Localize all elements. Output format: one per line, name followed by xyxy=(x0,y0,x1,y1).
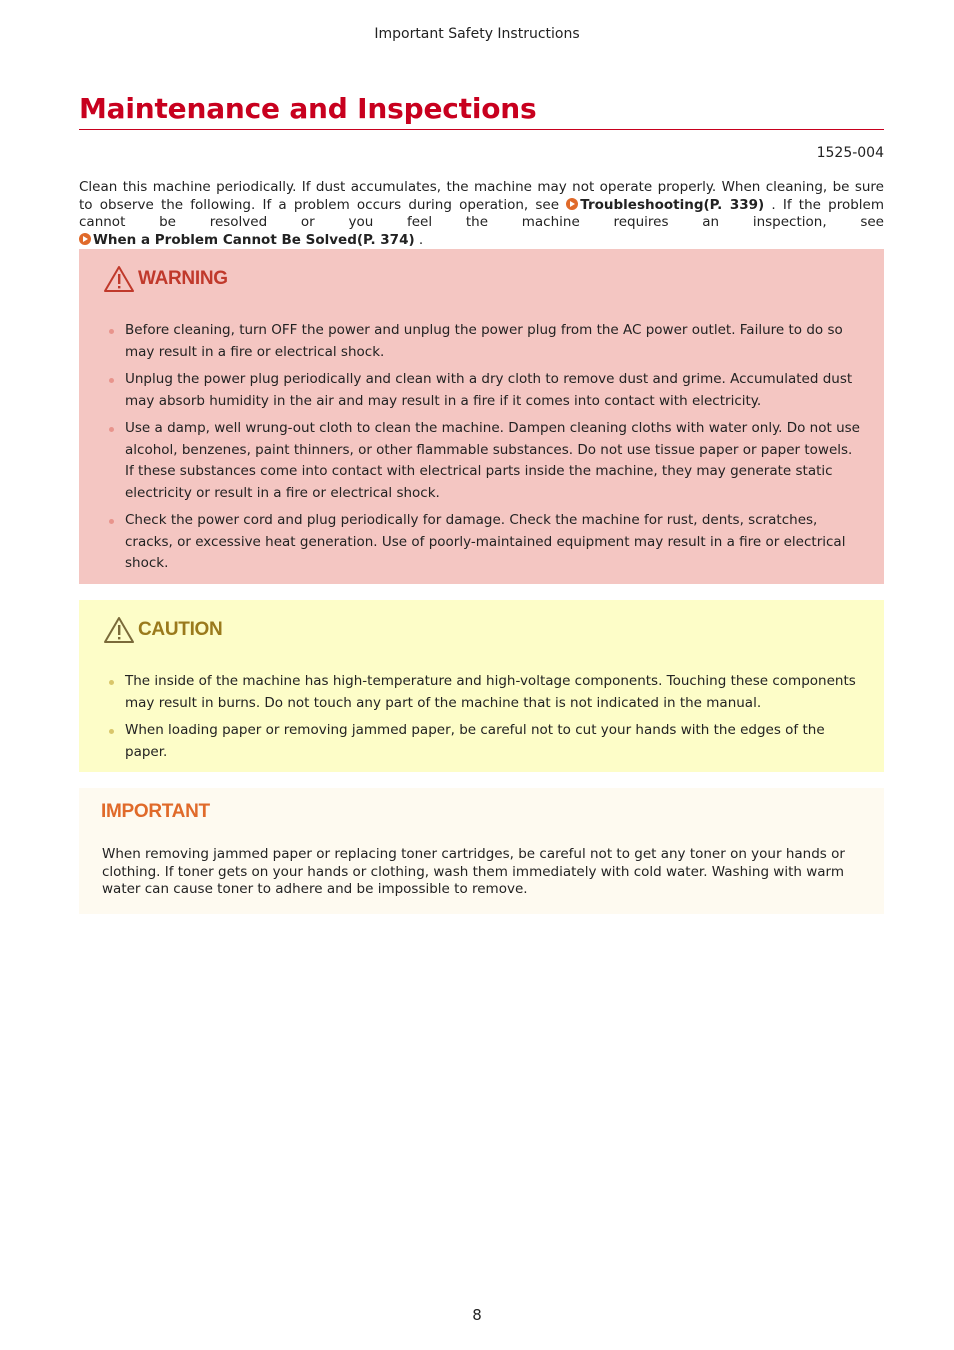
caution-box xyxy=(79,600,884,772)
problem-not-solved-link-label: When a Problem Cannot Be Solved(P. 374) xyxy=(93,231,415,248)
intro-paragraph xyxy=(79,179,884,249)
caution-triangle-icon xyxy=(103,616,135,644)
caution-list xyxy=(107,671,860,769)
document-id: 1525-004 xyxy=(816,145,884,161)
troubleshooting-link-label: Troubleshooting(P. 339) xyxy=(580,196,765,213)
list-item: When loading paper or removing jammed paper, be careful not to cut your hands with the edges of the paper. xyxy=(107,720,860,763)
link-arrow-icon xyxy=(566,198,578,210)
page-title: Maintenance and Inspections xyxy=(79,92,884,130)
intro-text-3: . xyxy=(414,231,424,248)
list-item: Unplug the power plug periodically and clean with a dry cloth to remove dust and grime. Accumulated dust may absorb humidity in the air and may result in a fire if it comes into contact with electricity. xyxy=(107,369,860,412)
list-item: Check the power cord and plug periodically for damage. Check the machine for rust, dents, scratches, cracks, or excessive heat generation. Use of poorly-maintained equipment may result in a fire or electrical shock. xyxy=(107,510,860,575)
list-item: Before cleaning, turn OFF the power and unplug the power plug from the AC power outlet. Failure to do so may result in a fire or electrical shock. xyxy=(107,320,860,363)
intro-text-2: . If the problem cannot be resolved or you feel the machine requires an inspection, see xyxy=(79,196,884,230)
problem-not-solved-link[interactable] xyxy=(79,232,415,248)
intro-text-1: Clean this machine periodically. If dust accumulates, the machine may not operate properly. When cleaning, be sure to observe the following. If a problem occurs during operation, see xyxy=(79,179,884,213)
page-number: 8 xyxy=(472,1306,482,1324)
link-arrow-icon xyxy=(79,233,91,245)
warning-list xyxy=(107,320,860,581)
list-item: The inside of the machine has high-temperature and high-voltage components. Touching these components may result in burns. Do not touch any part of the machine that is not indicated in the manual. xyxy=(107,671,860,714)
caution-heading xyxy=(103,616,222,644)
caution-label: CAUTION xyxy=(138,619,223,640)
list-item: Use a damp, well wrung-out cloth to clean the machine. Dampen cleaning cloths with water only. Do not use alcohol, benzenes, paint thinners, or other flammable substances. Do not use tissue paper or paper towels. If these substances come into contact with electrical parts inside the machine, they may generate static electricity or result in a fire or electrical shock. xyxy=(107,418,860,504)
important-label: IMPORTANT xyxy=(101,801,210,822)
warning-label: WARNING xyxy=(138,268,228,289)
running-header: Important Safety Instructions xyxy=(374,26,580,42)
important-box xyxy=(79,788,884,914)
important-text: When removing jammed paper or replacing toner cartridges, be careful not to get any toner on your hands or clothing. If toner gets on your hands or clothing, wash them immediately with cold water. Washing with warm water can cause toner to adhere and be impossible to remove. xyxy=(102,846,845,897)
troubleshooting-link[interactable] xyxy=(566,197,764,213)
warning-triangle-icon xyxy=(103,265,135,293)
warning-heading xyxy=(103,265,228,293)
warning-box xyxy=(79,249,884,584)
